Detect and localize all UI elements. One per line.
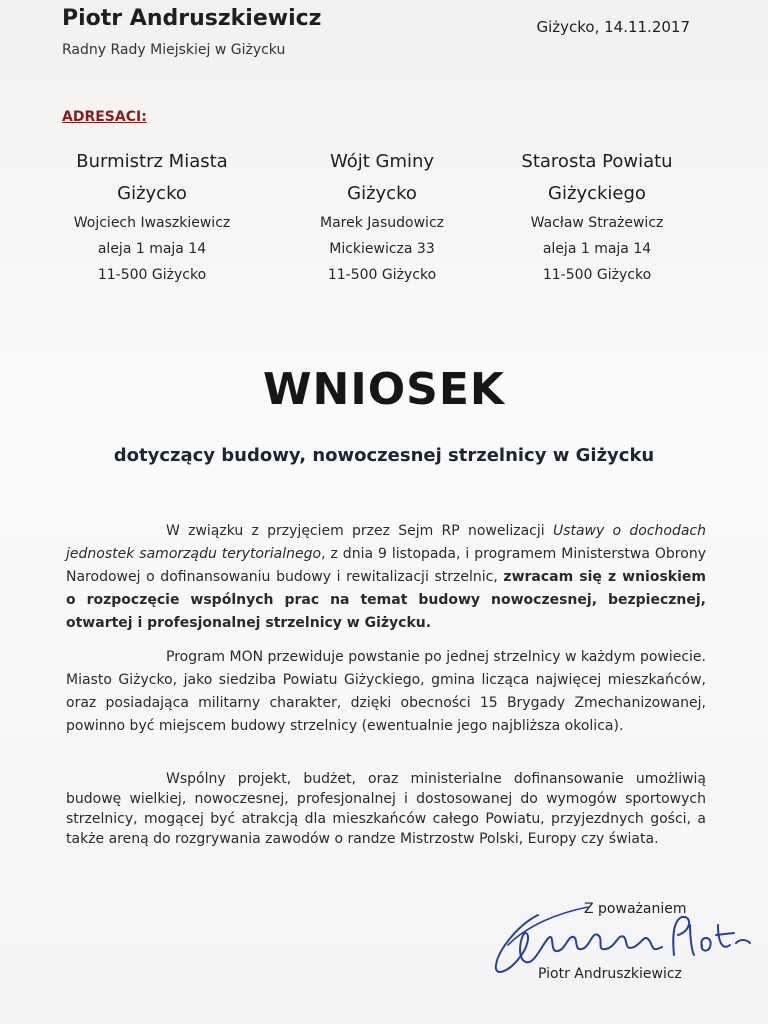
paragraph-3-text: Wspólny projekt, budżet, oraz ministerialne dofinansowanie umożliwią budowę wielkiej, nowoczesnej, profesjonalnej i dostosowanej do wymogów sportowych strzelnicy, mogącej być atrakcją dla mieszkańców całego Powiatu, przyjezdnych gości, a także areną do rozgrywania zawodów o randze Mistrzostw Polski, Europy czy świata. (66, 771, 706, 847)
paragraph-2 (66, 646, 706, 738)
author-name: Piotr Andruszkiewicz (62, 6, 322, 31)
recipient-office-line2: Giżyckiego (548, 183, 646, 204)
letter-date: Giżycko, 14.11.2017 (536, 18, 690, 36)
paragraph-3 (66, 769, 706, 849)
recipient-name: Wojciech Iwaszkiewicz (73, 215, 231, 231)
recipient-office-line1: Burmistrz Miasta (76, 151, 228, 172)
paragraph-2-text: Program MON przewiduje powstanie po jednej strzelnicy w każdym powiecie. Miasto Giżycko, jako siedziba Powiatu Giżyckiego, gmina licząca najwięcej mieszkańców, oraz posiadająca militarny charakter, dzięki obecności 15 Brygady Zmechanizowanej, powinno być miejscem budowy strzelnicy (ewentualnie jego najbliższa okolica). (66, 649, 706, 734)
recipient-name: Marek Jasudowicz (320, 215, 444, 231)
recipient-city: 11-500 Giżycko (542, 267, 652, 283)
recipient-office-line1: Starosta Powiatu (521, 151, 673, 172)
paragraph-1-part1: W związku z przyjęciem przez Sejm RP nowelizacji (166, 523, 553, 539)
recipient-commune-head (272, 146, 492, 288)
recipient-street: Mickiewicza 33 (329, 241, 435, 257)
recipient-mayor (42, 146, 262, 288)
recipient-office-line2: Giżycko (347, 183, 417, 204)
recipient-name: Wacław Strażewicz (530, 215, 664, 231)
document-subtitle: dotyczący budowy, nowoczesnej strzelnicy w Giżycku (113, 445, 655, 466)
recipient-starost (487, 146, 707, 288)
paragraph-1 (66, 520, 706, 635)
recipient-city: 11-500 Giżycko (327, 267, 437, 283)
recipient-city: 11-500 Giżycko (97, 267, 207, 283)
paragraph-1-request: zwracam się z wnioskiem o rozpoczęcie wspólnych prac na temat budowy nowoczesnej, bezpiecznej, otwartej i profesjonalnej strzelnicy w Giżycku. (66, 569, 706, 631)
paragraph-1-part2: , z dnia 9 listopada, i programem Ministerstwa Obrony Narodowej o dofinansowaniu budowy i rewitalizacji strzelnic, (66, 546, 706, 585)
recipient-office-line1: Wójt Gminy (329, 151, 435, 172)
recipient-street: aleja 1 maja 14 (542, 241, 652, 257)
signer-name: Piotr Andruszkiewicz (538, 966, 682, 982)
document-title: WNIOSEK (263, 364, 505, 415)
closing-salutation: Z poważaniem (584, 901, 687, 917)
author-role: Radny Rady Miejskiej w Giżycku (62, 42, 286, 58)
recipient-street: aleja 1 maja 14 (97, 241, 207, 257)
paragraph-1-act-title: Ustawy o dochodach jednostek samorządu terytorialnego (66, 523, 707, 562)
recipients-heading: ADRESACI: (62, 109, 147, 125)
recipient-office-line2: Giżycko (117, 183, 187, 204)
